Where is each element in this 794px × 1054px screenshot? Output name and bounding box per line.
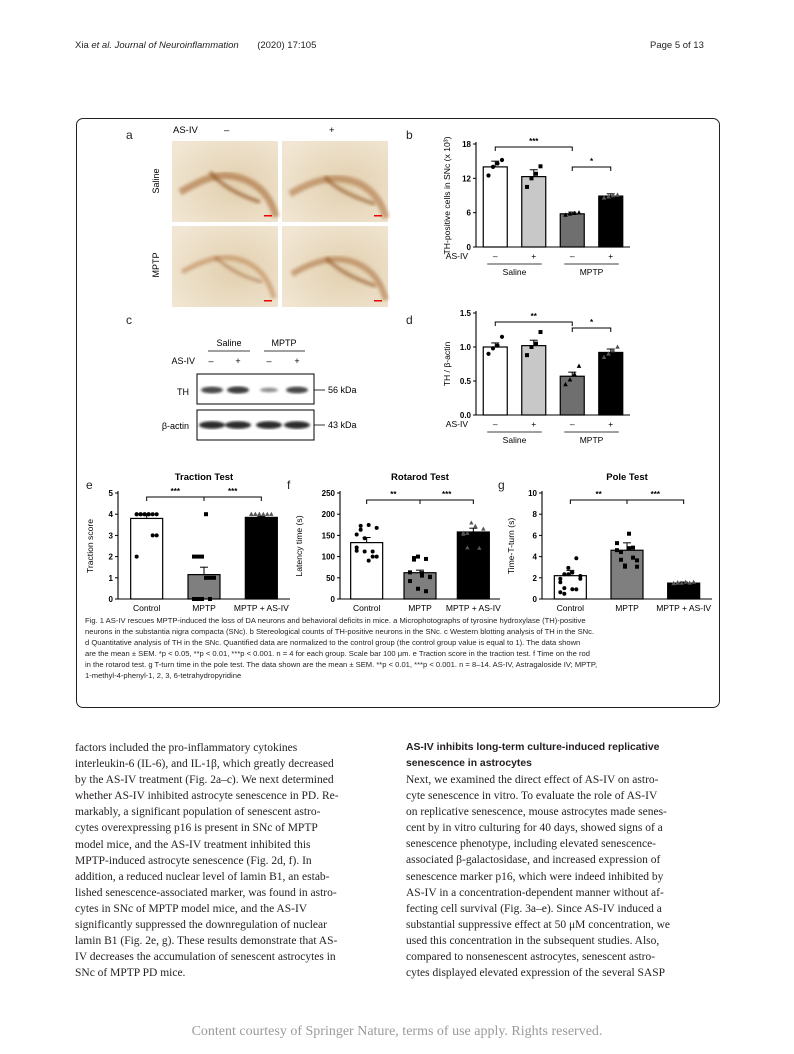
- asiv-label: AS-IV: [445, 251, 468, 261]
- data-point: [196, 597, 200, 601]
- group-label-saline: Saline: [502, 435, 527, 445]
- asiv-sign: –: [492, 419, 498, 429]
- c-band-actin-label: β-actin: [161, 421, 189, 431]
- body-line: cytes displayed elevated expression of the several SASP: [406, 967, 666, 980]
- data-point: [208, 597, 212, 601]
- panel-label-c: c: [126, 313, 132, 327]
- y-axis-label: TH-positive cells in SNc (x 10³): [442, 136, 452, 255]
- body-line: SNc of MPTP PD mice.: [75, 967, 186, 980]
- data-point: [424, 557, 428, 561]
- data-point: [371, 549, 375, 553]
- data-point: [570, 571, 574, 575]
- a-row-mptp-label: MPTP: [151, 252, 161, 278]
- data-point: [375, 555, 379, 559]
- asiv-sign: –: [492, 251, 498, 261]
- data-point: [572, 211, 577, 215]
- x-category-label: MPTP + AS-IV: [656, 603, 712, 613]
- data-point: [155, 512, 159, 516]
- data-point: [265, 512, 269, 516]
- panel-d-chart: [420, 300, 630, 462]
- micrograph-mptp-plus: [282, 226, 388, 307]
- significance-label: ***: [170, 487, 181, 496]
- y-tick-label: 0: [108, 595, 113, 604]
- significance-bracket: [204, 497, 261, 501]
- data-point: [525, 353, 529, 357]
- y-tick-label: 6: [532, 531, 537, 541]
- body-line: senescence marker p16, which were indeed inhibited by: [406, 870, 664, 883]
- data-point: [412, 558, 416, 562]
- y-tick-label: 18: [462, 140, 471, 149]
- significance-label: ***: [529, 137, 539, 146]
- data-point: [486, 173, 490, 177]
- data-point: [269, 512, 273, 516]
- bar: [668, 583, 700, 599]
- data-point: [135, 512, 139, 516]
- data-point: [196, 555, 200, 559]
- body-line: compared to nonsenescent astrocytes, senescent astro-: [406, 951, 656, 964]
- caption-line: Fig. 1 AS-IV rescues MPTP-induced the loss of DA neurons and behavioral deficits in mice. a Microphotographs of tyrosine hydroxylase (TH)-positive: [85, 616, 586, 625]
- y-tick-label: 12: [462, 174, 471, 184]
- data-point: [615, 548, 619, 552]
- data-point: [562, 586, 566, 590]
- data-point: [615, 192, 620, 196]
- body-line: factors included the pro-inflammatory cytokines: [75, 742, 298, 754]
- data-point: [623, 564, 627, 568]
- data-point: [619, 558, 623, 562]
- y-tick-label: 4: [532, 552, 537, 562]
- data-point: [473, 524, 477, 528]
- group-label-mptp: MPTP: [579, 435, 604, 445]
- page-number: Page 5 of 13: [650, 40, 704, 51]
- body-line: interleukin-6 (IL-6), and IL-1β, which greatly decreased: [75, 758, 334, 771]
- bar: [245, 517, 277, 599]
- data-point: [363, 536, 367, 540]
- data-point: [495, 161, 499, 165]
- chart-title: Rotarod Test: [391, 472, 449, 483]
- data-point: [261, 512, 265, 516]
- body-line: lamin B1 (Fig. 2e, g). These results demonstrate that AS-: [75, 935, 338, 948]
- data-point: [367, 559, 371, 563]
- significance-label: **: [530, 312, 537, 321]
- data-point: [566, 572, 570, 576]
- significance-label: ***: [441, 490, 452, 499]
- y-tick-label: 2: [532, 573, 537, 583]
- data-point: [558, 577, 562, 581]
- data-point: [359, 528, 363, 532]
- data-point: [208, 576, 212, 580]
- body-line: on replicative senescence, mouse astrocytes made senes-: [406, 806, 667, 819]
- data-point: [416, 555, 420, 559]
- significance-bracket: [147, 497, 204, 501]
- y-tick-label: 1.5: [459, 309, 471, 318]
- data-point: [635, 565, 639, 569]
- c-saline-label: Saline: [216, 338, 242, 348]
- data-point: [192, 597, 196, 601]
- y-axis-label: Traction score: [85, 518, 95, 574]
- panel-label-e: e: [86, 478, 93, 492]
- data-point: [635, 558, 639, 562]
- body-line: lished senescence-associated marker, was found in astro-: [75, 886, 337, 899]
- data-point: [500, 158, 504, 162]
- data-point: [691, 580, 695, 584]
- x-category-label: MPTP: [615, 603, 639, 613]
- data-point: [155, 533, 159, 537]
- y-tick-label: 10: [528, 489, 537, 498]
- y-tick-label: 6: [466, 208, 471, 218]
- figure-caption: [85, 615, 710, 681]
- body-line: associated β-galactosidase, and increased expression of: [406, 854, 661, 867]
- panel-a-microscopy: [140, 122, 400, 308]
- caption-line: are the mean ± SEM. *p < 0.05, **p < 0.01, ***p < 0.001. n = 4 for each group. Scale bar 100 μm. e Traction score in the traction test. f Time on the rod: [85, 649, 590, 658]
- micrograph-mptp-minus: [172, 226, 278, 307]
- data-point: [570, 587, 574, 591]
- x-category-label: Control: [556, 603, 585, 613]
- data-point: [525, 185, 529, 189]
- y-tick-label: 8: [532, 510, 537, 520]
- asiv-sign: –: [569, 251, 575, 261]
- body-line: by the AS-IV treatment (Fig. 2a–c). We next determined: [75, 774, 334, 787]
- asiv-sign: –: [569, 419, 575, 429]
- y-tick-label: 0: [466, 243, 471, 252]
- significance-bracket: [572, 328, 611, 332]
- data-point: [500, 335, 504, 339]
- x-category-label: Control: [132, 603, 161, 613]
- data-point: [408, 579, 412, 583]
- y-tick-label: 5: [108, 489, 113, 498]
- footer-notice: Content courtesy of Springer Nature, terms of use apply. Rights reserved.: [191, 1024, 603, 1039]
- y-tick-label: 4: [108, 510, 113, 520]
- data-point: [577, 210, 582, 214]
- body-line: cytes in SNc of MPTP model mice, and the AS-IV: [75, 902, 308, 915]
- y-tick-label: 0: [532, 595, 537, 604]
- panel-label-g: g: [498, 478, 505, 492]
- chart-title: Pole Test: [606, 472, 648, 483]
- y-tick-label: 2: [108, 552, 113, 562]
- a-plus-label: +: [329, 125, 335, 136]
- data-point: [355, 549, 359, 553]
- data-point: [578, 574, 582, 578]
- bar: [611, 550, 643, 599]
- asiv-sign: +: [531, 419, 537, 429]
- running-header-left: Xia et al. Journal of Neuroinflammation (2020) 17:105: [75, 40, 317, 51]
- c-sign-1: +: [235, 356, 241, 366]
- body-column-right: [406, 740, 718, 981]
- significance-bracket: [420, 500, 473, 504]
- chart-title: Traction Test: [174, 472, 234, 483]
- body-line: used this concentration in the subsequent studies. Also,: [406, 934, 660, 947]
- panel-c-western-blot: [140, 322, 390, 442]
- body-line: IV decreases the accumulation of senescent astrocytes in: [75, 951, 336, 964]
- caption-line: in the rotarod test. g T-turn time in the pole test. The data shown are the mean ± SEM. **p < 0.01, ***p < 0.001. n = 8–14. AS-IV, Astragaloside IV; MPTP,: [85, 660, 598, 669]
- significance-label: *: [589, 157, 594, 166]
- data-point: [200, 597, 204, 601]
- data-point: [675, 580, 679, 584]
- asiv-label: AS-IV: [445, 419, 468, 429]
- y-tick-label: 50: [326, 573, 335, 583]
- th-kda-label: 56 kDa: [328, 385, 357, 395]
- data-point: [200, 555, 204, 559]
- data-point: [408, 570, 412, 574]
- data-point: [539, 164, 543, 168]
- y-tick-label: 0.0: [459, 411, 471, 420]
- x-category-label: MPTP + AS-IV: [233, 603, 289, 613]
- caption-line: d Quantitative analysis of TH in the SNc. Quantified data are normalized to the control group (the control group value is equal to 1). The data shown: [85, 638, 581, 647]
- data-point: [212, 576, 216, 580]
- c-sign-2: –: [266, 356, 272, 366]
- data-point: [249, 512, 253, 516]
- body-line: Next, we examined the direct effect of AS-IV on astro-: [406, 774, 659, 786]
- data-point: [257, 512, 261, 516]
- micrograph-saline-plus: [282, 141, 388, 222]
- data-point: [562, 572, 566, 576]
- data-point: [577, 364, 582, 368]
- significance-bracket: [572, 167, 611, 171]
- data-point: [143, 512, 147, 516]
- asiv-sign: +: [531, 251, 537, 261]
- body-line: cent by in vitro culturing for 40 days, showed signs of a: [406, 822, 663, 835]
- bar: [560, 214, 584, 247]
- panel-f-chart: [290, 466, 502, 616]
- data-point: [371, 555, 375, 559]
- significance-label: ***: [650, 490, 661, 499]
- data-point: [558, 590, 562, 594]
- body-line: MPTP-induced astrocyte senescence (Fig. 2d, f). In: [75, 854, 312, 867]
- y-axis-label: Latency time (s): [294, 515, 304, 577]
- data-point: [359, 524, 363, 528]
- group-label-mptp: MPTP: [579, 267, 604, 277]
- data-point: [539, 330, 543, 334]
- significance-label: ***: [227, 487, 238, 496]
- data-point: [530, 345, 534, 349]
- data-point: [367, 523, 371, 527]
- data-point: [420, 571, 424, 575]
- significance-label: **: [390, 490, 397, 499]
- data-point: [151, 533, 155, 537]
- data-point: [534, 172, 538, 176]
- y-axis-label: TH / β-actin: [442, 341, 452, 387]
- asiv-sign: +: [608, 251, 614, 261]
- body-line: whether AS-IV inhibited astrocyte senescence in PD. Re-: [75, 790, 339, 803]
- data-point: [491, 165, 495, 169]
- y-tick-label: 150: [321, 531, 335, 541]
- section-heading: senescence in astrocytes: [406, 758, 532, 769]
- y-tick-label: 100: [321, 552, 335, 562]
- bar: [560, 376, 584, 415]
- x-category-label: MPTP + AS-IV: [445, 603, 501, 613]
- panel-label-f: f: [287, 478, 291, 492]
- data-point: [355, 533, 359, 537]
- bar: [131, 518, 163, 599]
- significance-bracket: [495, 147, 572, 151]
- c-sign-3: +: [294, 356, 300, 366]
- panel-label-d: d: [406, 313, 413, 327]
- body-line: model mice, and the AS-IV treatment inhibited this: [75, 838, 311, 851]
- data-point: [574, 556, 578, 560]
- micrograph-saline-minus: [172, 141, 278, 222]
- section-heading: AS-IV inhibits long-term culture-induced replicative: [406, 742, 660, 753]
- data-point: [631, 556, 635, 560]
- data-point: [424, 589, 428, 593]
- data-point: [495, 344, 499, 348]
- data-point: [135, 555, 139, 559]
- body-line: markably, a significant population of senescent astro-: [75, 806, 321, 819]
- body-line: cytes overexpressing p16 is present in SNc of MPTP: [75, 822, 318, 835]
- data-point: [481, 527, 485, 531]
- y-tick-label: 1.0: [459, 343, 471, 352]
- data-point: [631, 546, 635, 550]
- body-line: addition, a reduced nuclear level of lamin B1, an estab-: [75, 870, 330, 883]
- y-tick-label: 0.5: [459, 377, 471, 386]
- x-category-label: Control: [352, 603, 381, 613]
- body-line: substantial suppressive effect at 50 μM concentration, we: [406, 918, 670, 931]
- y-tick-label: 200: [321, 510, 335, 520]
- y-tick-label: 250: [321, 489, 335, 498]
- data-point: [491, 346, 495, 350]
- data-point: [469, 520, 473, 524]
- y-tick-label: 1: [108, 573, 113, 583]
- significance-bracket: [627, 500, 684, 504]
- body-line: AS-IV in a concentration-dependent manner without af-: [406, 886, 664, 899]
- significance-bracket: [367, 500, 420, 504]
- c-mptp-label: MPTP: [271, 338, 297, 348]
- bar: [483, 347, 507, 415]
- body-line: significantly suppressed the downregulation of nuclear: [75, 919, 327, 932]
- body-column-left: [75, 740, 387, 981]
- caption-line: neurons in the substantia nigra compacta (SNc). b Stereological counts of TH-positive neurons in the SNc. c Western blotting analysis of TH in the SNc.: [85, 627, 595, 636]
- a-minus-label: –: [224, 125, 230, 136]
- asiv-sign: +: [608, 419, 614, 429]
- data-point: [363, 549, 367, 553]
- data-point: [204, 512, 208, 516]
- data-point: [615, 345, 620, 349]
- data-point: [534, 342, 538, 346]
- significance-label: *: [589, 318, 594, 327]
- body-line: fecting cell survival (Fig. 3a–e). Since AS-IV induced a: [406, 902, 662, 915]
- caption-line: 1-methyl-4-phenyl-1, 2, 3, 6-tetrahydropyridine: [85, 671, 242, 680]
- a-asiv-label: AS-IV: [173, 125, 198, 136]
- bar: [599, 352, 623, 415]
- data-point: [192, 555, 196, 559]
- data-point: [486, 352, 490, 356]
- c-asiv-label: AS-IV: [171, 356, 195, 366]
- significance-bracket: [570, 500, 627, 504]
- body-line: cyte senescence in vitro. To evaluate the role of AS-IV: [406, 790, 658, 803]
- data-point: [530, 176, 534, 180]
- data-point: [151, 512, 155, 516]
- bar: [599, 196, 623, 247]
- significance-bracket: [495, 322, 572, 326]
- data-point: [619, 550, 623, 554]
- x-category-label: MPTP: [192, 603, 216, 613]
- data-point: [627, 532, 631, 536]
- group-label-saline: Saline: [502, 267, 527, 277]
- data-point: [253, 512, 257, 516]
- bar: [483, 167, 507, 247]
- data-point: [615, 541, 619, 545]
- panel-b-chart: [420, 122, 630, 290]
- c-sign-0: –: [208, 356, 214, 366]
- x-category-label: MPTP: [408, 603, 432, 613]
- bar: [457, 532, 489, 599]
- y-tick-label: 0: [330, 595, 335, 604]
- data-point: [416, 587, 420, 591]
- data-point: [139, 512, 143, 516]
- c-band-th-label: TH: [177, 387, 189, 397]
- data-point: [574, 587, 578, 591]
- body-line: senescence phenotype, including elevated senescence-: [406, 838, 657, 851]
- panel-e-chart: [82, 466, 292, 616]
- data-point: [428, 575, 432, 579]
- significance-label: **: [595, 490, 602, 499]
- data-point: [562, 592, 566, 596]
- panel-g-chart: [502, 466, 714, 616]
- y-tick-label: 3: [108, 531, 113, 541]
- a-row-saline: Saline: [151, 168, 161, 194]
- data-point: [375, 526, 379, 530]
- data-point: [566, 566, 570, 570]
- panel-label-b: b: [406, 128, 413, 142]
- data-point: [147, 512, 151, 516]
- y-axis-label: Time-T-turn (s): [506, 517, 516, 575]
- data-point: [204, 576, 208, 580]
- actin-kda-label: 43 kDa: [328, 420, 357, 430]
- panel-label-a: a: [126, 128, 133, 142]
- data-point: [627, 546, 631, 550]
